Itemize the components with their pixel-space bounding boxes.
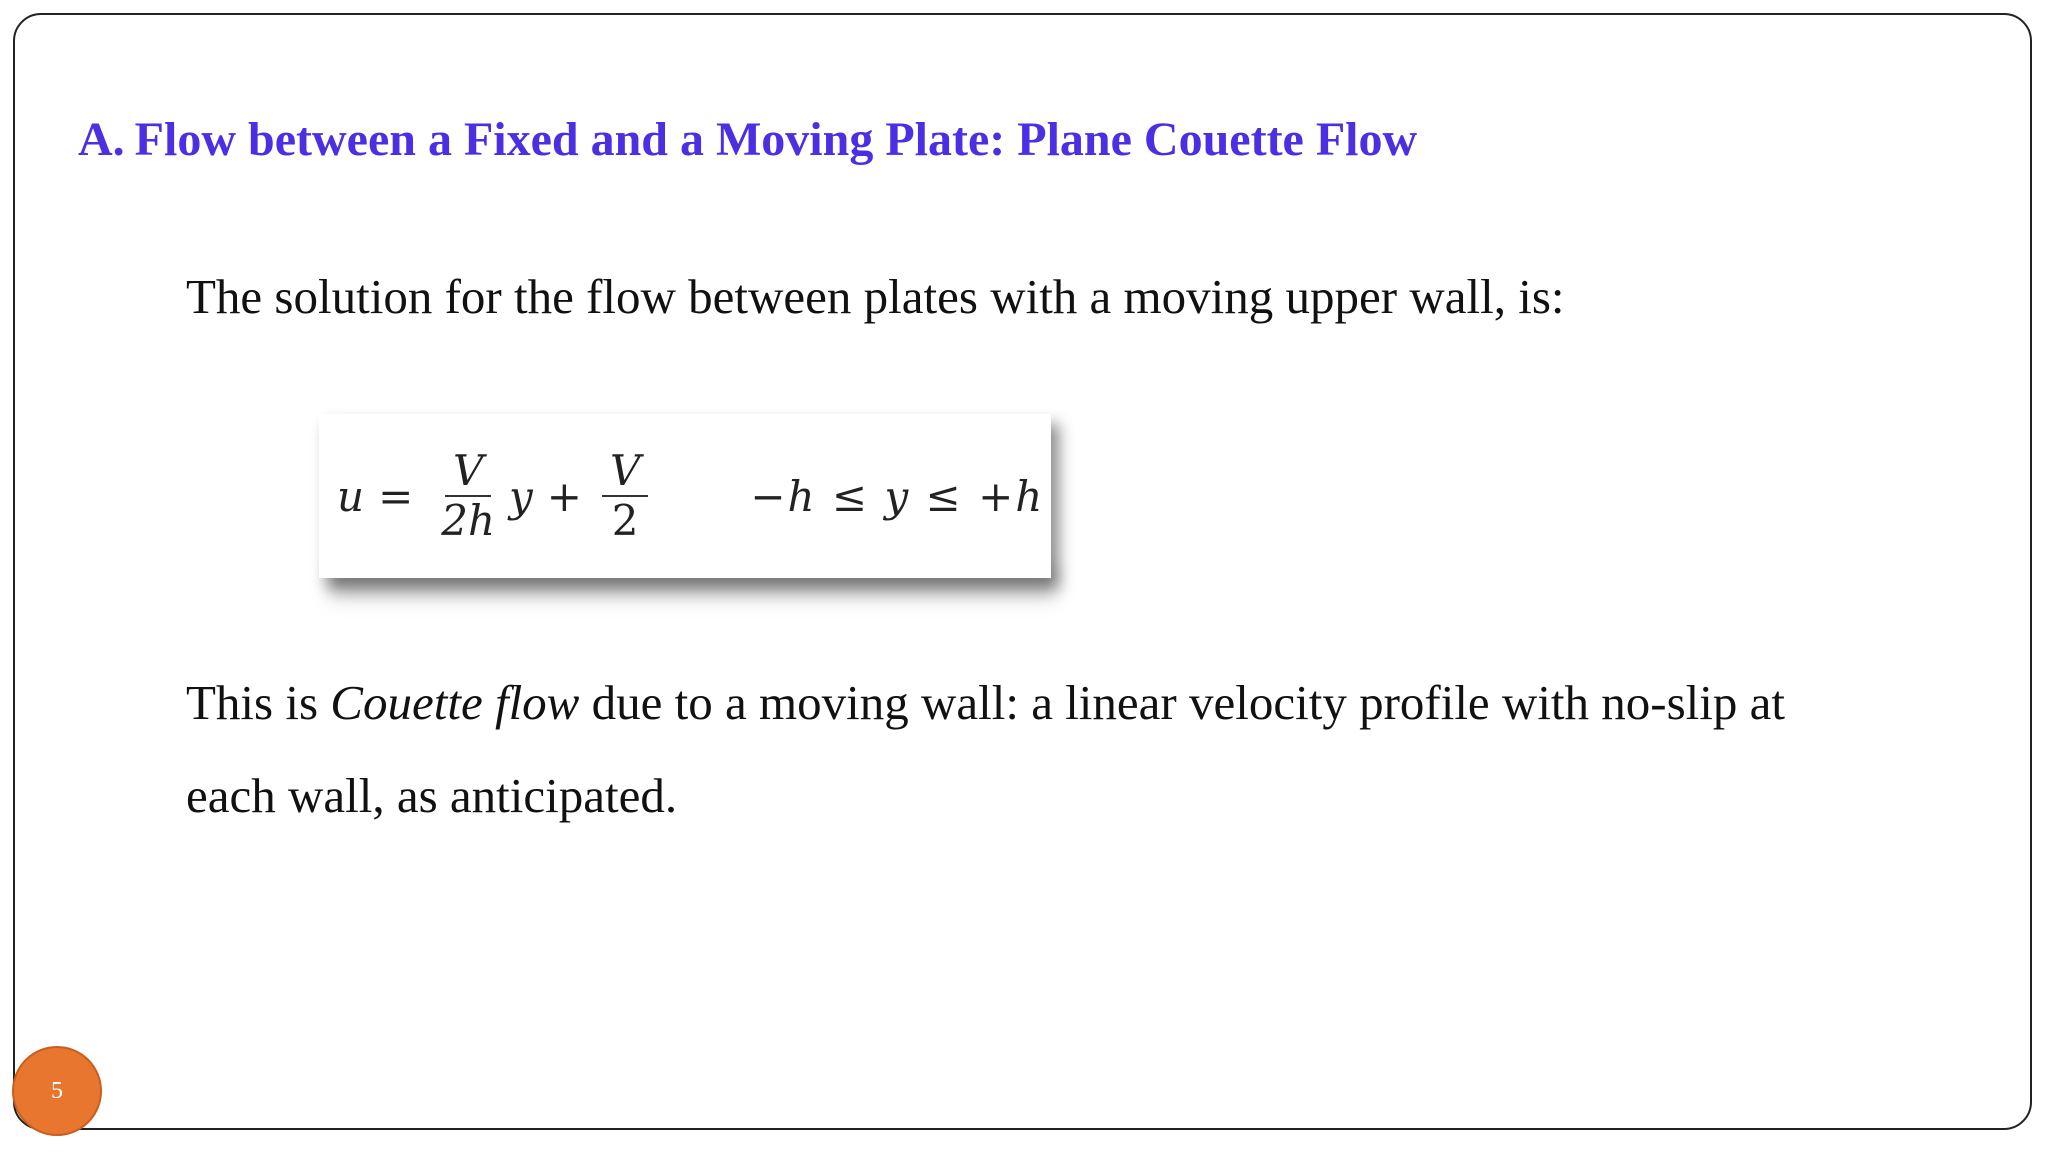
eq-equals: =: [378, 471, 414, 521]
eq-fraction-1: [433, 447, 503, 545]
slide-number: 5: [51, 1077, 63, 1104]
conclusion-emphasis: Couette flow: [330, 675, 580, 730]
intro-paragraph: The solution for the flow between plates with a moving upper wall, is:: [186, 269, 1565, 324]
eq-frac1-denominator: 2h: [441, 496, 496, 545]
conclusion-paragraph-line1: [186, 673, 1785, 733]
velocity-equation: [337, 438, 1044, 554]
heading-title: Flow between a Fixed and a Moving Plate: Plane Couette Flow: [134, 113, 1418, 166]
eq-plus: +: [546, 471, 582, 521]
slide-heading: [78, 110, 1417, 170]
equation-image: [319, 414, 1051, 578]
eq-frac1-numerator: V: [445, 447, 491, 497]
conclusion-after: due to a moving wall: a linear velocity profile with no-slip at: [579, 675, 1786, 730]
heading-section-letter: A.: [78, 113, 125, 166]
eq-frac2-numerator: V: [602, 447, 648, 497]
eq-domain-range: −h ≤ y ≤ +h: [750, 471, 1045, 521]
eq-y: y: [509, 471, 533, 521]
eq-lhs: u: [337, 471, 365, 521]
eq-fraction-2: [602, 447, 648, 545]
eq-frac2-denominator: 2: [611, 496, 639, 545]
slide-number-badge: [12, 1046, 102, 1136]
conclusion-paragraph-line2: each wall, as anticipated.: [186, 768, 678, 823]
conclusion-before: This is: [186, 675, 331, 730]
